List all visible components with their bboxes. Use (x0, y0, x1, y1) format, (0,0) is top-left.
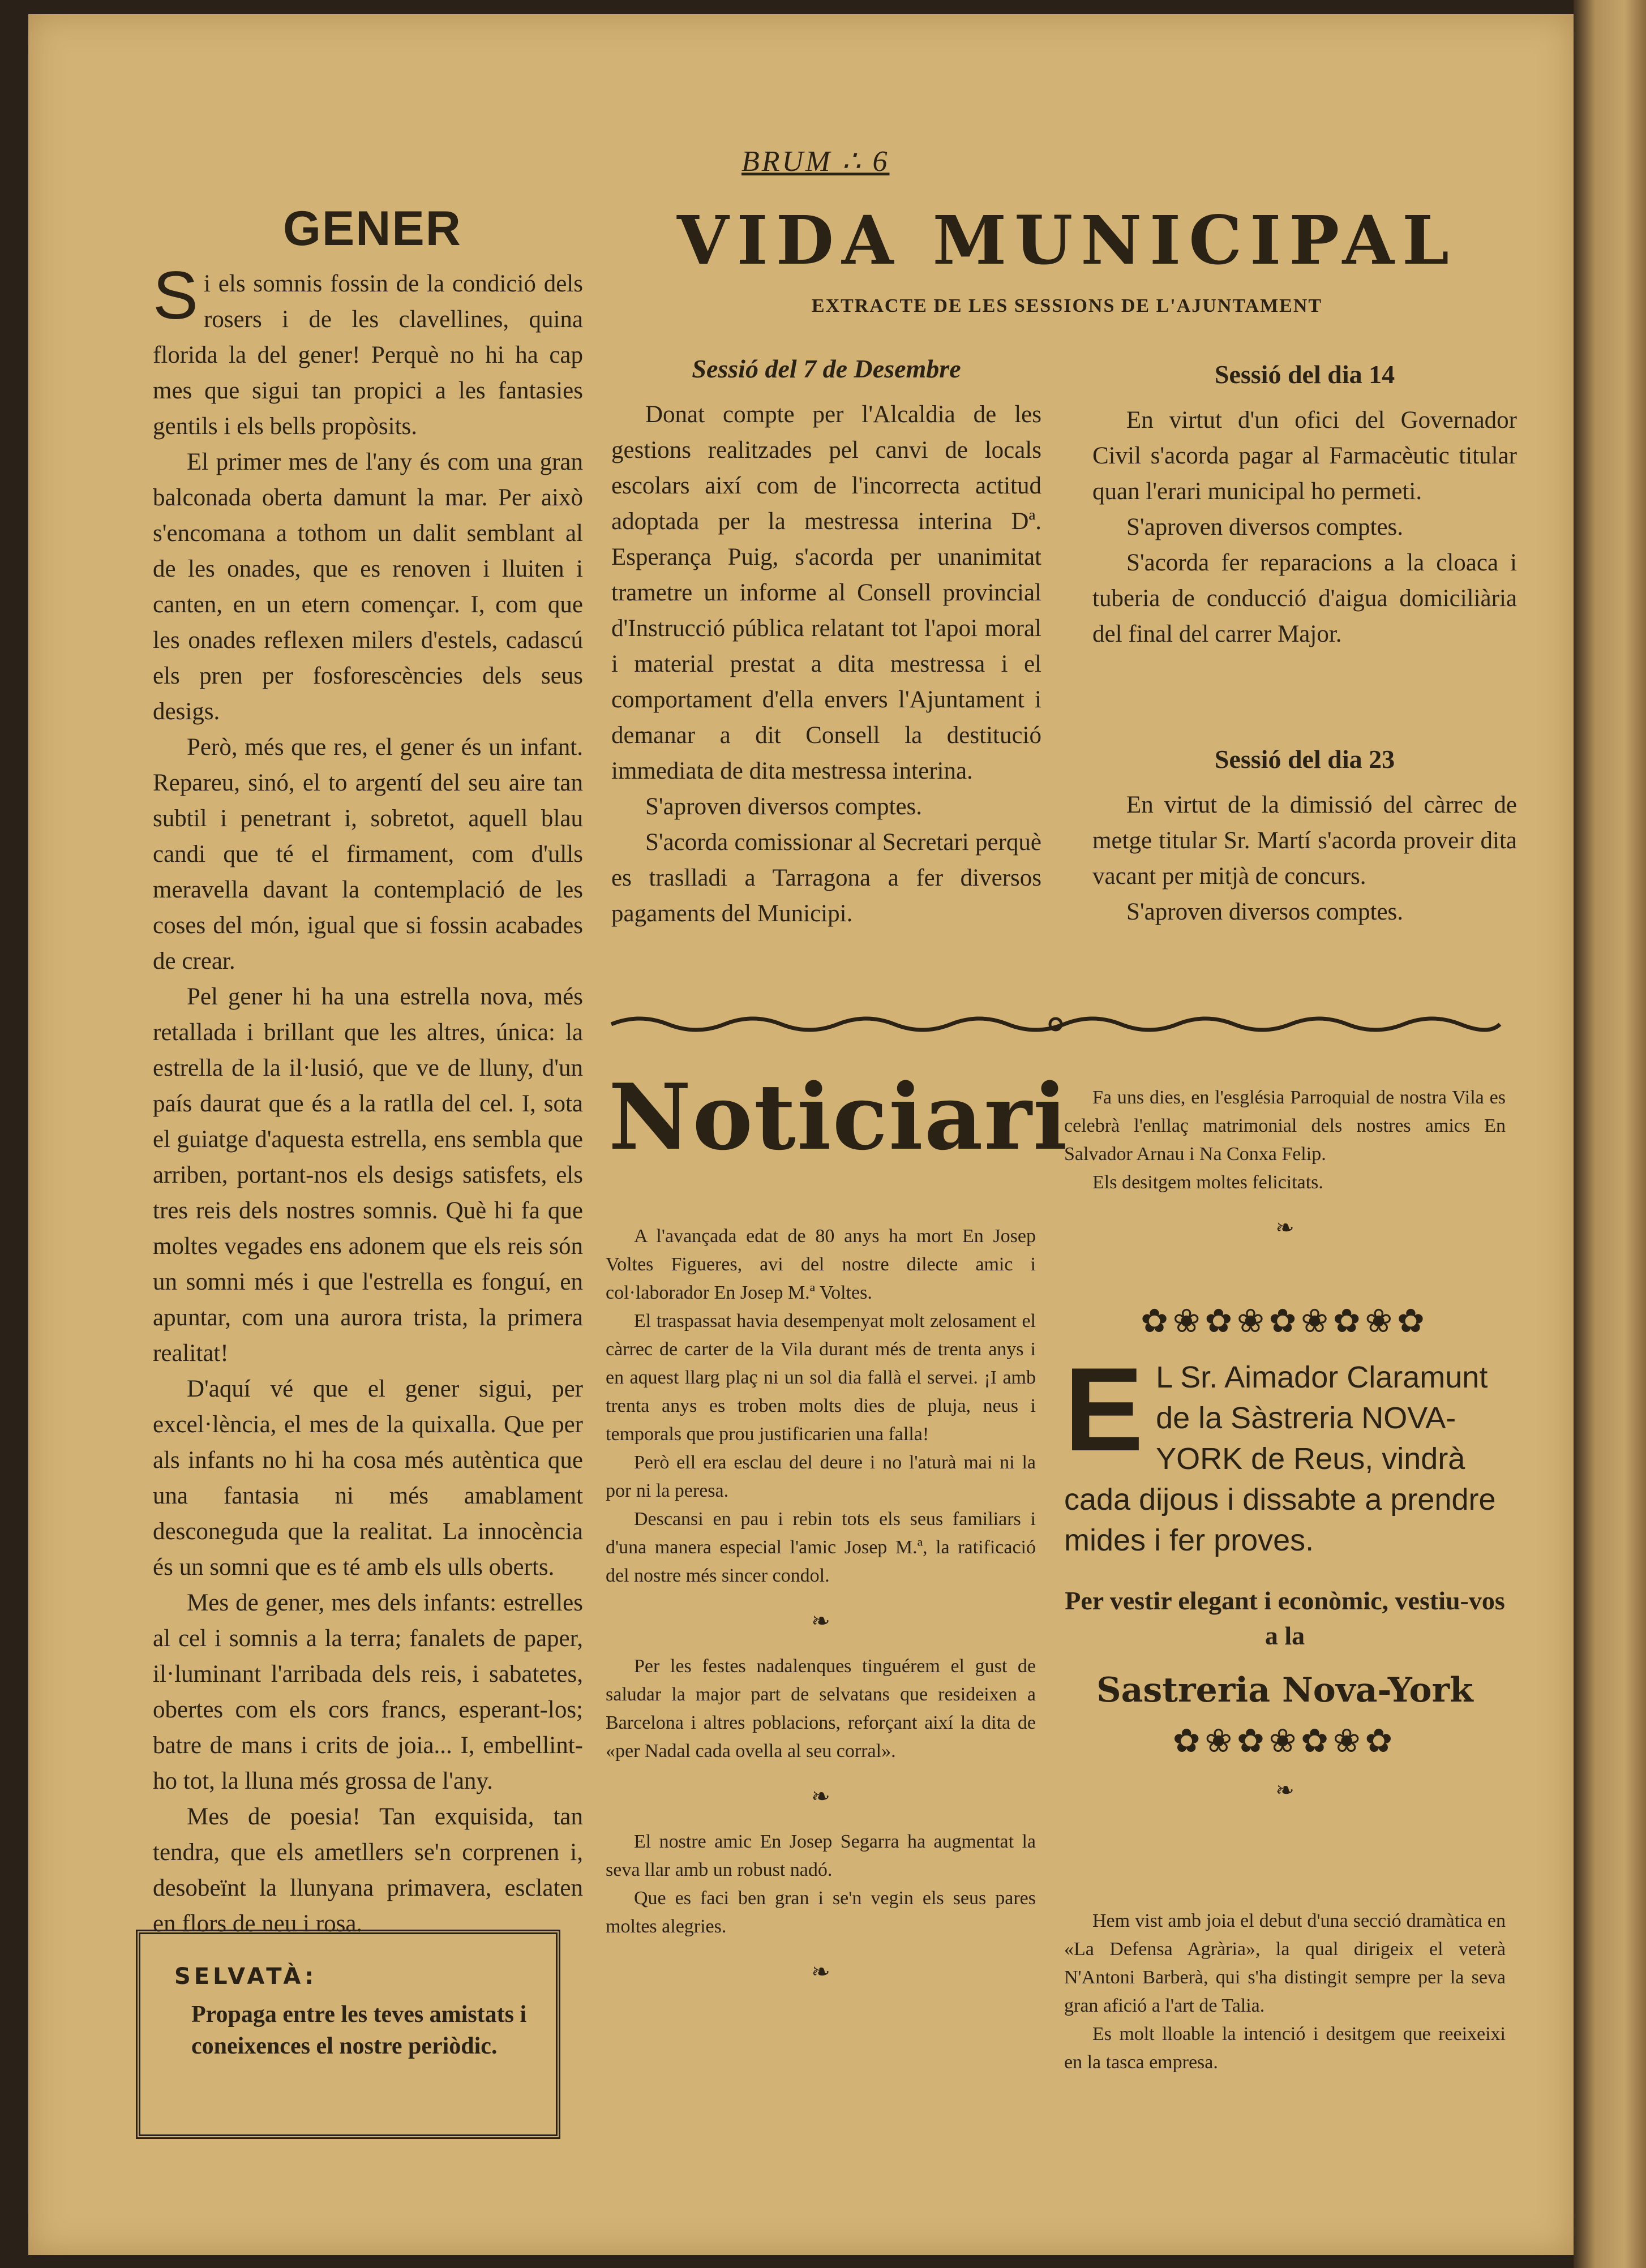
gener-paragraph: Si els somnis fossin de la condició dels rosers i de les clavellines, quina florida la del gener! Perquè no hi ha cap mes que sigui tan propici a les fantasies gentils i els bells propòsits. (153, 257, 583, 440)
session-23 (1092, 741, 1517, 930)
session-paragraph: Donat compte per l'Alcaldia de les gestions realitzades pel canvi de locals escolars així com de l'incorrecta actitud adoptada per la mestressa interina Dª. Esperança Puig, s'acorda per unanimitat trametre un informe al Consell provincial d'Instrucció pública relatant tot l'apoi moral i material prestat a dita mestressa i el comportament d'ella envers l'Ajuntament i demanar a dit Consell la destitució immediata de dita mestressa interina. (611, 401, 1041, 784)
noticiari-title: Noticiari (608, 1064, 1069, 1170)
session-paragraph: S'aproven diversos comptes. (1126, 899, 1404, 925)
gener-paragraph: El primer mes de l'any és com una gran balconada oberta damunt la mar. Per això s'encomana a tothom un dalit semblant al de les onades, que es renoven i lluiten i canten, en un etern començar. I, com que les onades reflexen milers d'estels, cadascú els pren per fosforescències dels seus desigs. (153, 449, 583, 725)
advert-tagline: Per vestir elegant i econòmic, vestiu-vos a la (1065, 1586, 1505, 1650)
session-14 (1092, 356, 1517, 652)
news-paragraph: El traspassat havia desempenyat molt zelosament el càrrec de carter de la Vila durant més de trenta anys i en aquest llarg plaç ni un sol dia fallà el servei. ¡I amb trenta anys es troben molts dies de pluja, neus i temporals que prou justificarien una falla! (606, 1311, 1036, 1445)
news-paragraph: Fa uns dies, en l'església Parroquial de nostra Vila es celebrà l'enllaç matrimonial dels nostres amics En Salvador Arnau i Na Conxa Felip. (1064, 1087, 1506, 1165)
gener-paragraph: Mes de gener, mes dels infants: estrelles al cel i somnis a la terra; fanalets de paper, il·luminant l'arribada dels reis, i sabatetes, obertes com els cors francs, esperant-los; batre de mans i crits de joia... I, embellint-ho tot, la lluna més grossa de l'any. (153, 1590, 583, 1794)
selvata-text: Propaga entre les teves amistats i coneixences el nostre periòdic. (191, 2001, 527, 2059)
news-paragraph: Descansi en pau i rebin tots els seus familiars i d'una manera especial l'amic Josep M.ª, la ratificació del nostre més sincer condol. (606, 1509, 1036, 1586)
selvata-heading: SELVATÀ: (174, 1964, 318, 1990)
gener-paragraph: Però, més que res, el gener és un infant. Repareu, sinó, el to argentí del seu aire tan subtil i penetrant i, sobretot, aquell blau candi que té el firmament, com d'ulls meravella davant la contemplació de les coses del món, igual que si fossin acabades de crear. (153, 734, 583, 974)
session-heading: Sessió del 7 de Desembre (692, 354, 961, 383)
gener-paragraph: Pel gener hi ha una estrella nova, més retallada i brillant que les altres, única: la estrella de la il·lusió, que ve de lluny, d'un país daurat que és a la ratlla del cel. I, sota el guiatge d'aquesta estrella, ens sembla que arriben, portant-nos els desigs satisfets, els tres reis dels nostres somnis. Què hi fa que moltes vegades ens adonem que els reis són un somni més i que l'estrella es fonguí, en apuntar, com una aurora trista, la primera realitat! (153, 983, 583, 1367)
session-paragraph: En virtut d'un ofici del Governador Civil s'acorda pagar al Farmacèutic titular quan l'erari municipal ho permeti. (1092, 407, 1517, 505)
gener-title: GENER (283, 201, 462, 256)
flower-border-icon: ✿❀✿❀✿❀✿ (1172, 1723, 1398, 1759)
noticiari-right-bottom (1064, 1907, 1506, 2077)
ornamental-divider (606, 1013, 1506, 1036)
vida-municipal-title: VIDA MUNICIPAL (676, 201, 1458, 280)
flower-border-icon: ✿❀✿❀✿❀✿❀✿ (1141, 1303, 1429, 1339)
page-header: BRUM ∴ 6 (741, 145, 890, 178)
news-paragraph: Els desitgem moltes felicitats. (1092, 1172, 1323, 1193)
noticiari-left-column (606, 1222, 1036, 2003)
advert-main-text: E L Sr. Aimador Claramunt de la Sàstreria NOVA-YORK de Reus, vindrà cada dijous i dissabte a prendre mides i fer proves. (1064, 1343, 1496, 1557)
advert-shop-name: Sastreria Nova-York (1096, 1670, 1473, 1710)
session-paragraph: S'aproven diversos comptes. (645, 793, 923, 820)
fleuron-icon: ❧ (811, 1608, 830, 1634)
vida-municipal-subtitle: EXTRACTE DE LES SESSIONS DE L'AJUNTAMENT (811, 295, 1323, 316)
sastreria-advert (1064, 1301, 1506, 1820)
noticiari-right-top (1064, 1084, 1506, 1259)
news-paragraph: A l'avançada edat de 80 anys ha mort En Josep Voltes Figueres, avi del nostre dilecte amic i col·laborador En Josep M.ª Voltes. (606, 1226, 1036, 1303)
session-paragraph: S'acorda comissionar al Secretari perquè es traslladi a Tarragona a fer diversos pagaments del Municipi. (611, 829, 1041, 927)
fleuron-icon: ❧ (811, 1959, 830, 1984)
fleuron-icon: ❧ (1275, 1215, 1294, 1240)
selvata-box (136, 1930, 560, 2139)
session-7-december (611, 351, 1041, 931)
drop-cap: S (153, 257, 199, 333)
fleuron-icon: ❧ (811, 1784, 830, 1809)
news-paragraph: Hem vist amb joia el debut d'una secció dramàtica en «La Defensa Agrària», la qual dirigeix el veterà N'Antoni Barberà, qui s'ha distingit sempre per la seva gran afició a l'art de Talia. (1064, 1910, 1506, 2016)
news-paragraph: Però ell era esclau del deure i no l'aturà mai ni la por ni la peresa. (606, 1452, 1036, 1501)
gener-paragraph: D'aquí vé que el gener sigui, per excel·lència, el mes de la quixalla. Que per als infants no hi ha cosa més autèntica que una fantasia ni més amablament desconeguda que la realitat. La innocència és un somni que es té amb els ulls oberts. (153, 1376, 583, 1580)
gener-article (153, 257, 583, 1941)
advert-initial: E (1064, 1343, 1144, 1476)
session-paragraph: En virtut de la dimissió del càrrec de metge titular Sr. Martí s'acorda proveir dita vacant per mitjà de concurs. (1092, 792, 1517, 890)
news-paragraph: Per les festes nadalenques tinguérem el gust de saludar la major part de selvatans que resideixen a Barcelona i altres poblacions, reforçant així la dita de «per Nadal cada ovella al seu corral». (606, 1656, 1036, 1762)
session-heading: Sessió del dia 23 (1214, 745, 1395, 774)
fleuron-icon: ❧ (1275, 1777, 1294, 1803)
news-paragraph: El nostre amic En Josep Segarra ha augmentat la seva llar amb un robust nadó. (606, 1831, 1036, 1880)
session-paragraph: S'aproven diversos comptes. (1126, 514, 1404, 540)
session-heading: Sessió del dia 14 (1214, 360, 1395, 389)
news-paragraph: Es molt lloable la intenció i desitgem que reeixeixi en la tasca empresa. (1064, 2024, 1506, 2073)
news-paragraph: Que es faci ben gran i se'n vegin els seus pares moltes alegries. (606, 1888, 1036, 1937)
session-paragraph: S'acorda fer reparacions a la cloaca i tuberia de conducció d'aigua domiciliària del final del carrer Major. (1092, 549, 1517, 647)
book-edge (1574, 0, 1646, 2268)
gener-paragraph: Mes de poesia! Tan exquisida, tan tendra, que els ametllers se'n corprenen i, desobeïnt la llunyana primavera, esclaten en flors de neu i rosa. (153, 1803, 583, 1937)
